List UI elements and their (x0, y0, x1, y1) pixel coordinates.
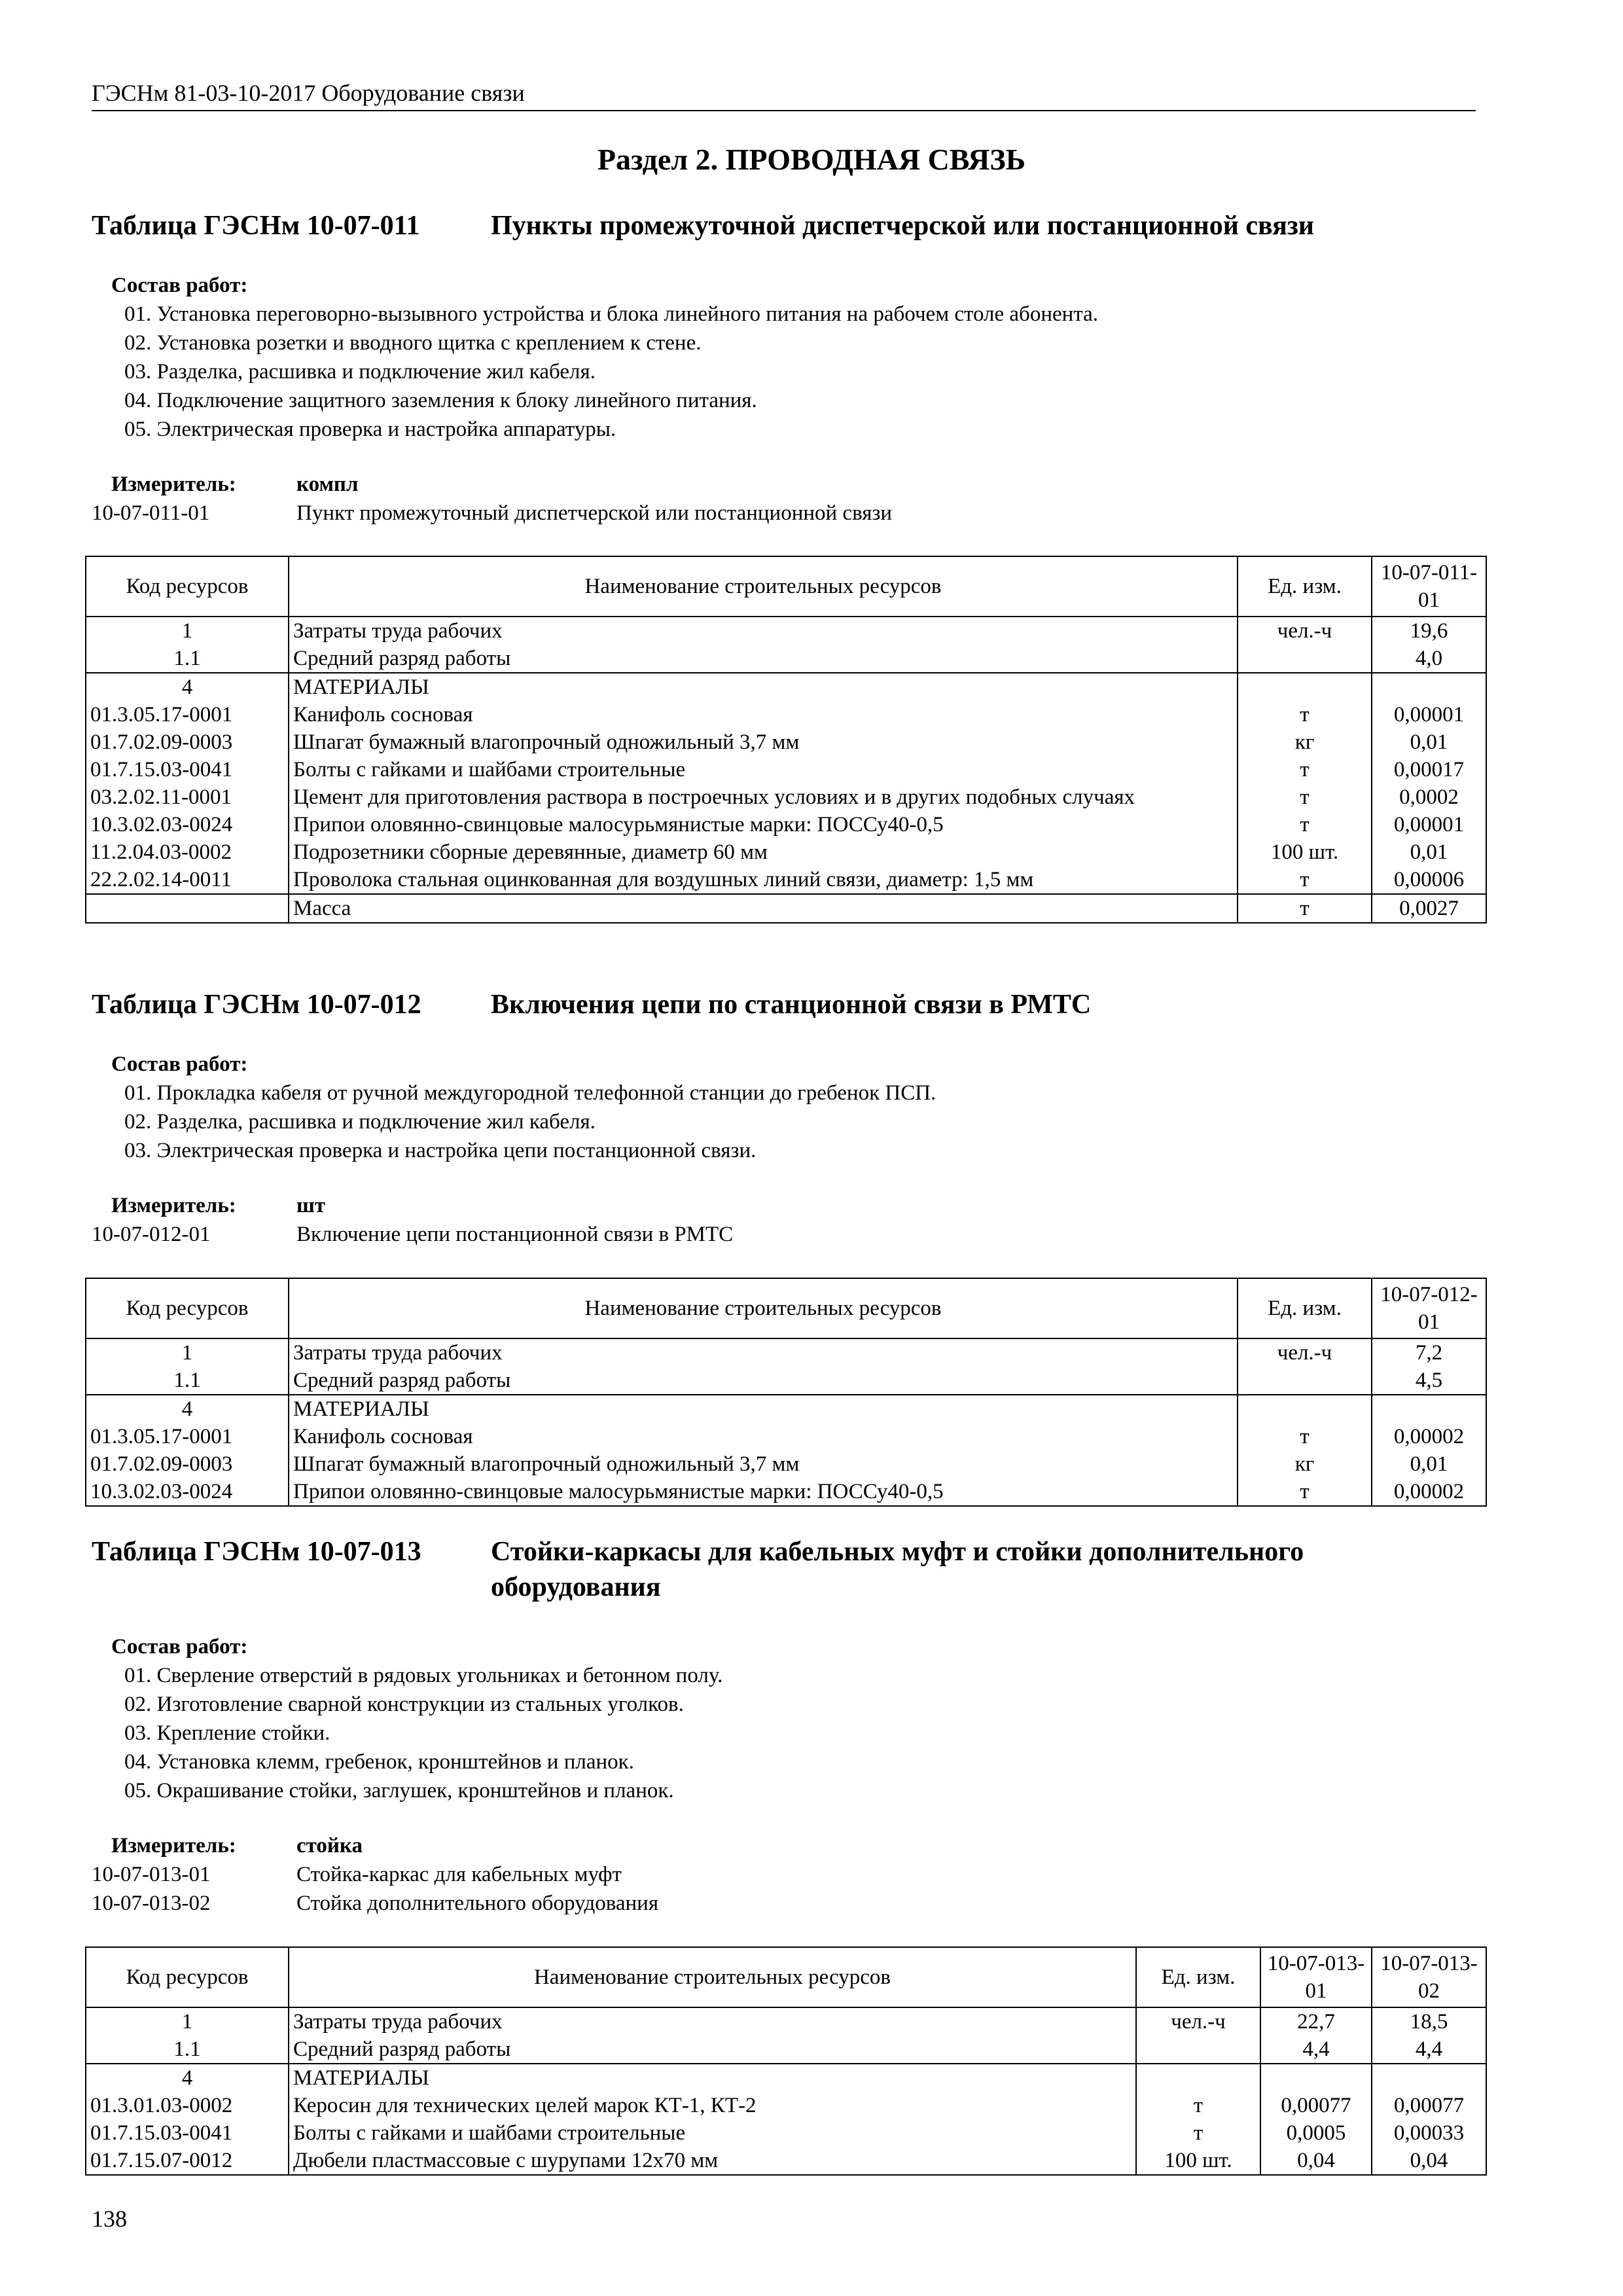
row-name: Шпагат бумажный влагопрочный одножильный 3,7 мм (289, 728, 1238, 756)
meter-block (92, 470, 892, 528)
table-row (86, 811, 1486, 838)
table-row (86, 2147, 1486, 2175)
row-name: Затраты труда рабочих (289, 617, 1238, 645)
col-header-unit: Ед. изм. (1238, 556, 1372, 617)
col-header-code: Код ресурсов (86, 556, 289, 617)
table-row (86, 1450, 1486, 1478)
row-unit: т (1238, 866, 1372, 894)
work-item: 02. Установка розетки и вводного щитка с креплением к стене. (124, 331, 702, 355)
row-name: Канифоль сосновая (289, 1423, 1238, 1450)
row-value (1372, 2064, 1486, 2092)
resource-table (85, 556, 1487, 924)
table-row (86, 866, 1486, 894)
table-row (86, 701, 1486, 728)
row-unit: т (1238, 756, 1372, 783)
resource-table (85, 1946, 1487, 2176)
row-name: МАТЕРИАЛЫ (289, 1395, 1238, 1423)
table-title: Включения цепи по станционной связи в РМТС (491, 990, 1092, 1020)
table-row (86, 2119, 1486, 2147)
row-value: 0,00001 (1372, 701, 1486, 728)
row-name: Припои оловянно-свинцовые малосурьмянистые марки: ПОССу40-0,5 (289, 811, 1238, 838)
row-code: 01.7.02.09-0003 (86, 1450, 289, 1478)
row-value (1372, 1395, 1486, 1423)
row-value: 0,00002 (1372, 1423, 1486, 1450)
work-item: 01. Прокладка кабеля от ручной междугородной телефонной станции до гребенок ПСП. (124, 1081, 936, 1105)
work-item: 03. Крепление стойки. (124, 1721, 330, 1745)
row-unit (1238, 673, 1372, 701)
row-unit: чел.-ч (1238, 617, 1372, 645)
row-value: 0,01 (1372, 838, 1486, 866)
norm-name: Включение цепи постанционной связи в РМТС (296, 1223, 734, 1246)
work-item: 05. Окрашивание стойки, заглушек, кронштейнов и планок. (124, 1779, 674, 1803)
table-row (86, 783, 1486, 811)
table-row (86, 2064, 1486, 2092)
table-row (86, 1423, 1486, 1450)
row-name: МАТЕРИАЛЫ (289, 2064, 1136, 2092)
norm-code: 10-07-011-01 (92, 501, 210, 525)
row-code: 01.7.15.03-0041 (86, 756, 289, 783)
table-row (86, 645, 1486, 673)
table-row (86, 2007, 1486, 2036)
row-unit (1136, 2036, 1260, 2064)
table-row (86, 617, 1486, 645)
row-name: Подрозетники сборные деревянные, диаметр 60 мм (289, 838, 1238, 866)
work-composition (92, 1632, 722, 1805)
col-header-name: Наименование строительных ресурсов (289, 1947, 1136, 2007)
work-item: 03. Разделка, расшивка и подключение жил кабеля. (124, 360, 596, 384)
row-value: 7,2 (1372, 1338, 1486, 1367)
table-heading (92, 208, 1472, 243)
row-value: 0,04 (1260, 2147, 1372, 2175)
row-unit: т (1136, 2119, 1260, 2147)
row-name: Средний разряд работы (289, 1367, 1238, 1395)
col-header-norm: 10-07-012-01 (1372, 1278, 1486, 1338)
col-header-unit: Ед. изм. (1238, 1278, 1372, 1338)
col-header-code: Код ресурсов (86, 1947, 289, 2007)
row-code: 03.2.02.11-0001 (86, 783, 289, 811)
meter-label: Измеритель: (111, 1194, 236, 1217)
col-header-unit: Ед. изм. (1136, 1947, 1260, 2007)
row-code: 1 (86, 617, 289, 645)
table-row (86, 838, 1486, 866)
table-title: Стойки-каркасы для кабельных муфт и стойки дополнительного оборудования (491, 1537, 1304, 1602)
row-value: 4,5 (1372, 1367, 1486, 1395)
row-value: 4,0 (1372, 645, 1486, 673)
row-name: Цемент для приготовления раствора в построечных условиях и в других подобных случаях (289, 783, 1238, 811)
row-name: Масса (289, 894, 1238, 923)
row-value: 19,6 (1372, 617, 1486, 645)
row-name: Затраты труда рабочих (289, 2007, 1136, 2036)
work-item: 03. Электрическая проверка и настройка цепи постанционной связи. (124, 1139, 757, 1162)
row-unit: т (1238, 811, 1372, 838)
row-value: 0,04 (1372, 2147, 1486, 2175)
row-code: 01.7.15.03-0041 (86, 2119, 289, 2147)
row-value: 0,00077 (1260, 2092, 1372, 2119)
row-code: 1 (86, 1338, 289, 1367)
row-value: 0,0002 (1372, 783, 1486, 811)
row-value: 0,0027 (1372, 894, 1486, 923)
table-code: Таблица ГЭСНм 10-07-011 (92, 211, 420, 241)
resource-table (85, 1278, 1487, 1507)
table-title: Пункты промежуточной диспетчерской или постанционной связи (491, 211, 1314, 241)
row-value: 18,5 (1372, 2007, 1486, 2036)
work-label: Состав работ: (111, 274, 248, 297)
row-unit (1238, 1395, 1372, 1423)
row-code (86, 894, 289, 923)
row-value: 4,4 (1260, 2036, 1372, 2064)
row-code: 01.7.15.07-0012 (86, 2147, 289, 2175)
work-item: 02. Изготовление сварной конструкции из стальных уголков. (124, 1693, 684, 1716)
table-code: Таблица ГЭСНм 10-07-012 (92, 990, 421, 1020)
row-unit: 100 шт. (1238, 838, 1372, 866)
row-name: Шпагат бумажный влагопрочный одножильный 3,7 мм (289, 1450, 1238, 1478)
page-number: 138 (92, 2206, 127, 2232)
row-unit (1136, 2064, 1260, 2092)
norm-name: Пункт промежуточный диспетчерской или постанционной связи (296, 501, 893, 525)
table-row (86, 728, 1486, 756)
row-code: 4 (86, 2064, 289, 2092)
work-item: 04. Подключение защитного заземления к блоку линейного питания. (124, 389, 757, 412)
table-row (86, 673, 1486, 701)
row-code: 01.3.05.17-0001 (86, 1423, 289, 1450)
row-unit: 100 шт. (1136, 2147, 1260, 2175)
table-row (86, 2036, 1486, 2064)
col-header-norm: 10-07-013-01 (1260, 1947, 1372, 2007)
row-unit: т (1136, 2092, 1260, 2119)
work-item: 01. Сверление отверстий в рядовых угольниках и бетонном полу. (124, 1664, 723, 1687)
work-item: 05. Электрическая проверка и настройка аппаратуры. (124, 418, 616, 441)
col-header-name: Наименование строительных ресурсов (289, 556, 1238, 617)
row-code: 10.3.02.03-0024 (86, 811, 289, 838)
row-unit (1238, 645, 1372, 673)
row-value: 0,00077 (1372, 2092, 1486, 2119)
row-value: 0,0005 (1260, 2119, 1372, 2147)
work-item: 02. Разделка, расшивка и подключение жил кабеля. (124, 1110, 596, 1134)
row-value: 0,00033 (1372, 2119, 1486, 2147)
table-row (86, 894, 1486, 923)
meter-label: Измеритель: (111, 1834, 236, 1857)
row-unit: чел.-ч (1136, 2007, 1260, 2036)
work-item: 01. Установка переговорно-вызывного устройства и блока линейного питания на рабочем столе абонента. (124, 302, 1099, 326)
meter-unit: компл (296, 473, 359, 496)
work-item: 04. Установка клемм, гребенок, кронштейнов и планок. (124, 1750, 634, 1774)
row-unit (1238, 1367, 1372, 1395)
row-name: Канифоль сосновая (289, 701, 1238, 728)
row-value: 0,00017 (1372, 756, 1486, 783)
row-value: 0,00001 (1372, 811, 1486, 838)
row-code: 1.1 (86, 645, 289, 673)
meter-block (92, 1191, 733, 1249)
row-code: 1.1 (86, 1367, 289, 1395)
table-row (86, 2092, 1486, 2119)
table-row (86, 756, 1486, 783)
row-value: 0,00006 (1372, 866, 1486, 894)
row-value (1372, 673, 1486, 701)
norm-name: Стойка дополнительного оборудования (296, 1892, 659, 1915)
col-header-name: Наименование строительных ресурсов (289, 1278, 1238, 1338)
row-code: 4 (86, 673, 289, 701)
row-unit: т (1238, 1423, 1372, 1450)
row-unit: чел.-ч (1238, 1338, 1372, 1367)
row-value: 0,01 (1372, 1450, 1486, 1478)
row-code: 01.3.05.17-0001 (86, 701, 289, 728)
norm-code: 10-07-013-01 (92, 1863, 211, 1886)
row-value: 4,4 (1372, 2036, 1486, 2064)
row-name: Средний разряд работы (289, 645, 1238, 673)
col-header-norm: 10-07-011-01 (1372, 556, 1486, 617)
row-name: Болты с гайками и шайбами строительные (289, 2119, 1136, 2147)
work-composition (92, 1050, 936, 1165)
row-code: 01.3.01.03-0002 (86, 2092, 289, 2119)
row-name: Затраты труда рабочих (289, 1338, 1238, 1367)
meter-unit: стойка (296, 1834, 363, 1857)
table-heading (92, 987, 1472, 1022)
work-composition (92, 271, 1098, 444)
row-unit: т (1238, 1478, 1372, 1506)
row-unit: т (1238, 783, 1372, 811)
row-code: 01.7.02.09-0003 (86, 728, 289, 756)
work-label: Состав работ: (111, 1635, 248, 1659)
col-header-norm: 10-07-013-02 (1372, 1947, 1486, 2007)
row-unit: т (1238, 894, 1372, 923)
norm-code: 10-07-013-02 (92, 1892, 211, 1915)
row-value: 22,7 (1260, 2007, 1372, 2036)
section-title: Раздел 2. ПРОВОДНАЯ СВЯЗЬ (597, 143, 1026, 176)
table-row (86, 1338, 1486, 1367)
table-row (86, 1395, 1486, 1423)
row-code: 11.2.04.03-0002 (86, 838, 289, 866)
table-code: Таблица ГЭСНм 10-07-013 (92, 1537, 421, 1567)
norm-name: Стойка-каркас для кабельных муфт (296, 1863, 622, 1886)
row-name: Проволока стальная оцинкованная для воздушных линий связи, диаметр: 1,5 мм (289, 866, 1238, 894)
row-unit: кг (1238, 728, 1372, 756)
row-unit: кг (1238, 1450, 1372, 1478)
running-header: ГЭСНм 81-03-10-2017 Оборудование связи (92, 77, 1476, 111)
row-code: 4 (86, 1395, 289, 1423)
table-heading (92, 1534, 1472, 1605)
row-code: 1.1 (86, 2036, 289, 2064)
row-name: Керосин для технических целей марок КТ-1, КТ-2 (289, 2092, 1136, 2119)
row-name: Средний разряд работы (289, 2036, 1136, 2064)
meter-block (92, 1831, 658, 1918)
row-value: 0,00002 (1372, 1478, 1486, 1506)
row-name: Болты с гайками и шайбами строительные (289, 756, 1238, 783)
row-name: Припои оловянно-свинцовые малосурьмянистые марки: ПОССу40-0,5 (289, 1478, 1238, 1506)
row-code: 10.3.02.03-0024 (86, 1478, 289, 1506)
work-label: Состав работ: (111, 1052, 248, 1076)
row-name: Дюбели пластмассовые с шурупами 12х70 мм (289, 2147, 1136, 2175)
row-code: 22.2.02.14-0011 (86, 866, 289, 894)
row-value: 0,01 (1372, 728, 1486, 756)
row-unit: т (1238, 701, 1372, 728)
row-name: МАТЕРИАЛЫ (289, 673, 1238, 701)
col-header-code: Код ресурсов (86, 1278, 289, 1338)
meter-unit: шт (296, 1194, 326, 1217)
table-row (86, 1367, 1486, 1395)
row-value (1260, 2064, 1372, 2092)
norm-code: 10-07-012-01 (92, 1223, 211, 1246)
row-code: 1 (86, 2007, 289, 2036)
meter-label: Измеритель: (111, 473, 236, 496)
table-row (86, 1478, 1486, 1506)
